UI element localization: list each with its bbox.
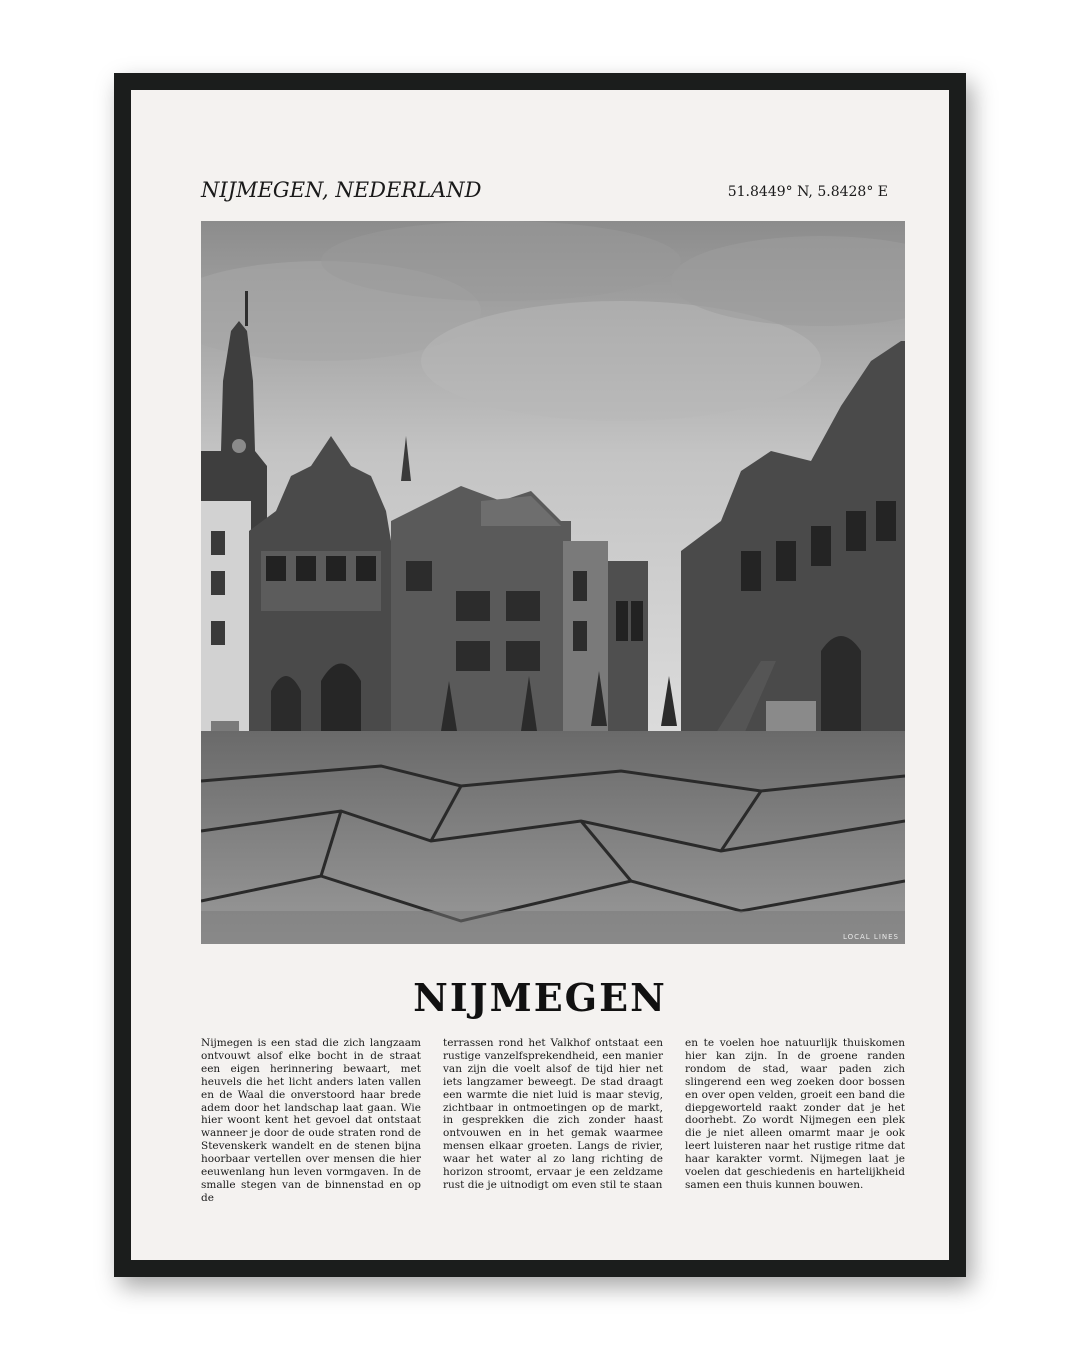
photo-watermark: LOCAL LINES (842, 933, 899, 941)
location-label: NIJMEGEN, NEDERLAND (201, 178, 482, 202)
poster-mat (131, 90, 949, 1260)
market-square-illustration (201, 221, 905, 944)
coordinates-label: 51.8449° N, 5.8428° E (727, 184, 888, 200)
poster-frame (114, 73, 966, 1277)
white-building (201, 501, 251, 741)
tower-spire (245, 291, 248, 326)
narrow-house (608, 561, 648, 741)
tower-clock (232, 439, 246, 453)
city-photo (201, 221, 905, 944)
text-column-3: en te voelen hoe natuurlijk thuiskomen hier kan zijn. In de groene randen rondom de stad, waar paden zich slingerend een weg zoeken door bossen en over open velden, groeit een band die diepgeworteld raakt zonder dat je het doorhebt. Zo wordt Nijmegen een plek die je niet alleen omarmt maar je ook leert luisteren naar het rustige ritme dat haar karakter vormt. Nijmegen laat je voelen dat geschiedenis en hartelijkheid samen een thuis kunnen bouwen. (685, 1037, 905, 1191)
cloud (321, 221, 681, 301)
text-column-1: Nijmegen is een stad die zich langzaam ontvouwt alsof elke bocht in de straat een eigen herinnering bewaart, met heuvels die het licht anders laten vallen en de Waal die onverstoord haar brede adem door het landschap laat gaan. Wie hier woont kent het gevoel dat ontstaat wanneer je door de oude straten rond de Stevenskerk wandelt en de stenen bijna hoorbaar vertellen over mensen die hier eeuwenlang hun leven vormgaven. In de smalle stegen van de binnenstad en op de (201, 1037, 421, 1204)
text-column-2: terrassen rond het Valkhof ontstaat een rustige vanzelfsprekendheid, een manier van zijn die voelt alsof de tijd hier net iets langzamer beweegt. De stad draagt een warmte die niet luid is maar stevig, zichtbaar in ontmoetingen op de markt, in gesprekken die zich zonder haast ontvouwen en in het gemak waarmee mensen elkaar groeten. Langs de rivier, waar het water al zo lang richting de horizon stroomt, ervaar je een zeldzame rust die je uitnodigt om even stil te staan (443, 1037, 663, 1191)
poster-title: NIJMEGEN (413, 975, 667, 1020)
